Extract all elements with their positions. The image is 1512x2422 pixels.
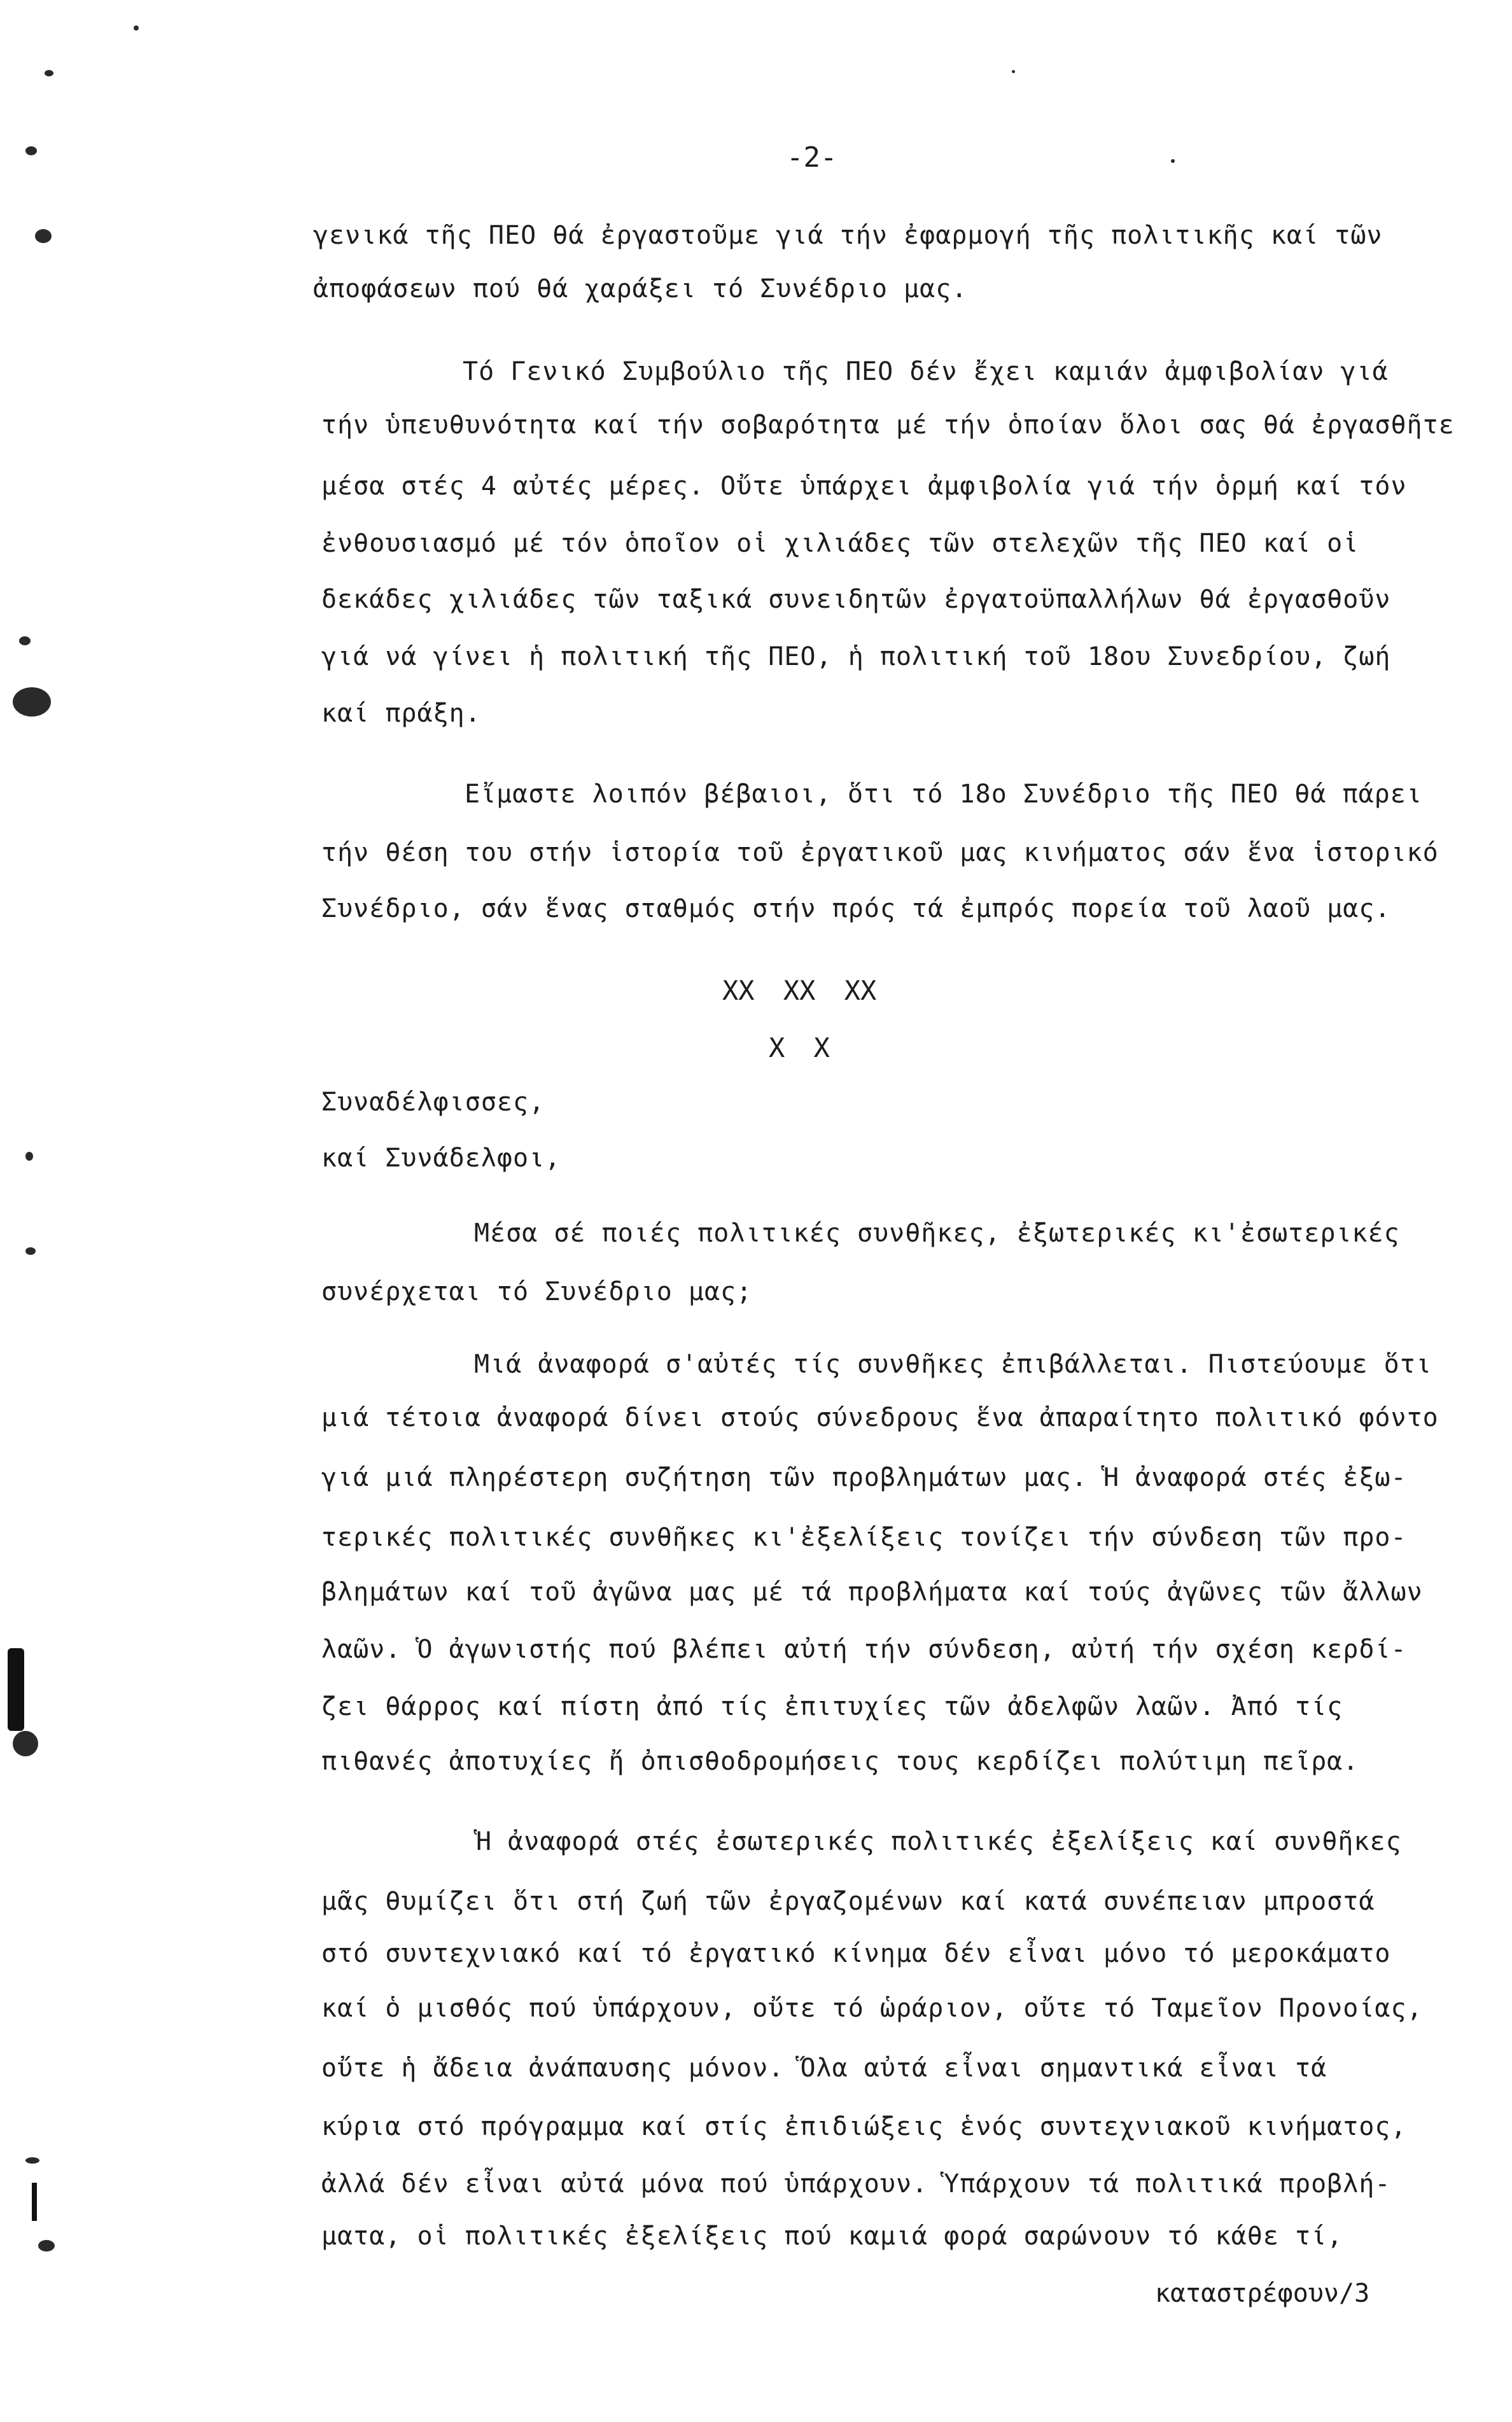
text-line: συνέρχεται τό Συνέδριο μας; — [321, 1277, 753, 1306]
text-line: μᾶς θυμίζει ὅτι στή ζωή τῶν ἐργαζομένων καί κατά συνέπειαν μπροστά — [321, 1887, 1375, 1916]
text-line: στό συντεχνιακό καί τό ἐργατικό κίνημα δέν εἶναι μόνο τό μεροκάματο — [321, 1939, 1391, 1968]
text-line: ματα, οἱ πολιτικές ἐξελίξεις πού καμιά φορά σαρώνουν τό κάθε τί, — [321, 2222, 1343, 2251]
text-line: βλημάτων καί τοῦ ἀγῶνα μας μέ τά προβλήματα καί τούς ἀγῶνες τῶν ἄλλων — [321, 1578, 1423, 1607]
salutation-line: καί Συνάδελφοι, — [321, 1144, 561, 1173]
text-line: μέσα στές 4 αὐτές μέρες. Οὔτε ὑπάρχει ἀμφιβολία γιά τήν ὁρμή καί τόν — [321, 472, 1407, 501]
section-separator-top: XX XX XX — [722, 975, 877, 1006]
scan-mark — [32, 2183, 37, 2221]
section-separator-bottom: X X — [769, 1032, 830, 1063]
text-line: γιά μιά πληρέστερη συζήτηση τῶν προβλημάτων μας. Ἡ ἀναφορά στές ἐξω- — [321, 1463, 1407, 1492]
text-line: λαῶν. Ὁ ἀγωνιστής πού βλέπει αὐτή τήν σύνδεση, αὐτή τήν σχέση κερδί- — [321, 1635, 1407, 1664]
text-line: οὔτε ἡ ἄδεια ἀνάπαυσης μόνον. Ὅλα αὐτά εἶναι σημαντικά εἶναι τά — [321, 2054, 1327, 2083]
scan-speck — [19, 636, 31, 645]
text-line: γιά νά γίνει ἡ πολιτική τῆς ΠΕΟ, ἡ πολιτική τοῦ 18ου Συνεδρίου, ζωή — [321, 642, 1391, 671]
text-line: Ἡ ἀναφορά στές ἐσωτερικές πολιτικές ἐξελίξεις καί συνθῆκες — [476, 1827, 1402, 1856]
text-line: γενικά τῆς ΠΕΟ θά ἐργαστοῦμε γιά τήν ἐφαρμογή τῆς πολιτικῆς καί τῶν — [313, 221, 1383, 250]
text-line: καί ὁ μισθός πού ὑπάρχουν, οὔτε τό ὡράριον, οὔτε τό Ταμεῖον Προνοίας, — [321, 1994, 1423, 2023]
page-number: -2- — [787, 141, 837, 174]
text-line: ἀλλά δέν εἶναι αὐτά μόνα πού ὑπάρχουν. Ὑπάρχουν τά πολιτικά προβλή- — [321, 2169, 1391, 2199]
text-line: Μέσα σέ ποιές πολιτικές συνθῆκες, ἐξωτερικές κι'ἐσωτερικές — [474, 1219, 1400, 1248]
text-line: τήν ὑπευθυνότητα καί τήν σοβαρότητα μέ τήν ὁποίαν ὅλοι σας θά ἐργασθῆτε — [321, 410, 1455, 440]
scan-speck — [35, 229, 52, 243]
scan-speck — [13, 1731, 38, 1756]
catchword: καταστρέφουν/3 — [1155, 2279, 1370, 2308]
salutation-line: Συναδέλφισσες, — [321, 1088, 545, 1117]
text-line: Μιά ἀναφορά σ'αὐτές τίς συνθῆκες ἐπιβάλλεται. Πιστεύουμε ὅτι — [474, 1350, 1432, 1379]
text-line: Συνέδριο, σάν ἕνας σταθμός στήν πρός τά ἐμπρός πορεία τοῦ λαοῦ μας. — [321, 894, 1391, 923]
text-line: ἐνθουσιασμό μέ τόν ὁποῖον οἱ χιλιάδες τῶν στελεχῶν τῆς ΠΕΟ καί οἱ — [321, 529, 1359, 558]
scan-speck — [1012, 70, 1015, 73]
scan-speck — [13, 687, 51, 717]
text-line: ἀποφάσεων πού θά χαράξει τό Συνέδριο μας. — [313, 274, 968, 304]
text-line: τερικές πολιτικές συνθῆκες κι'ἐξελίξεις τονίζει τήν σύνδεση τῶν προ- — [321, 1523, 1407, 1552]
text-line: πιθανές ἀποτυχίες ἤ ὀπισθοδρομήσεις τους κερδίζει πολύτιμη πεῖρα. — [321, 1747, 1359, 1776]
scan-speck — [25, 1247, 36, 1255]
text-line: Εἴμαστε λοιπόν βέβαιοι, ὅτι τό 18ο Συνέδριο τῆς ΠΕΟ θά πάρει — [465, 780, 1422, 809]
text-line: δεκάδες χιλιάδες τῶν ταξικά συνειδητῶν ἐργατοϋπαλλήλων θά ἐργασθοῦν — [321, 585, 1391, 614]
text-line: Τό Γενικό Συμβούλιο τῆς ΠΕΟ δέν ἔχει καμιάν ἀμφιβολίαν γιά — [463, 357, 1389, 386]
text-line: τήν θέση του στήν ἱστορία τοῦ ἐργατικοῦ μας κινήματος σάν ἕνα ἱστορικό — [321, 838, 1439, 867]
scan-speck — [25, 2157, 39, 2164]
text-line: ζει θάρρος καί πίστη ἀπό τίς ἐπιτυχίες τῶν ἀδελφῶν λαῶν. Ἀπό τίς — [321, 1692, 1343, 1721]
scan-speck — [45, 70, 53, 76]
scan-speck — [25, 1152, 33, 1161]
scan-speck — [38, 2240, 55, 2251]
scan-speck — [134, 25, 139, 31]
text-line: κύρια στό πρόγραμμα καί στίς ἐπιδιώξεις ἑνός συντεχνιακοῦ κινήματος, — [321, 2112, 1407, 2141]
scan-mark — [8, 1648, 24, 1731]
text-line: μιά τέτοια ἀναφορά δίνει στούς σύνεδρους ἕνα ἀπαραίτητο πολιτικό φόντο — [321, 1403, 1439, 1432]
scan-speck — [25, 146, 37, 155]
scan-speck — [1171, 159, 1175, 163]
text-line: καί πράξη. — [321, 699, 481, 728]
